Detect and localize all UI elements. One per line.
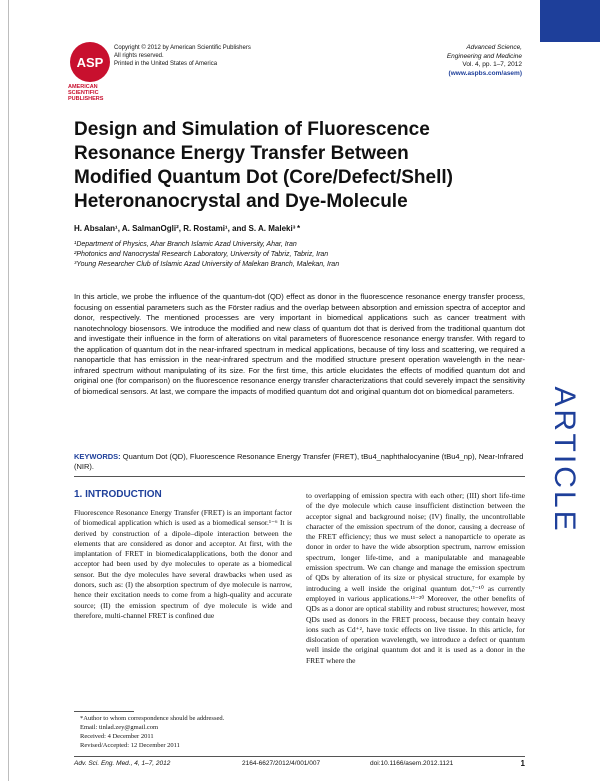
- journal-name-2: Engineering and Medicine: [446, 52, 522, 60]
- keywords-divider: [74, 476, 525, 477]
- footer-doi: doi:10.1166/asem.2012.1121: [370, 760, 454, 767]
- keywords-text: Quantum Dot (QD), Fluorescence Resonance Energy Transfer (FRET), tBu4_naphthalocyanine (tBu4_np), Near-Infrared (NIR).: [74, 452, 524, 471]
- affiliation-1: ¹Department of Physics, Ahar Branch Islamic Azad University, Ahar, Iran: [74, 241, 297, 248]
- copyright-block: [114, 44, 251, 68]
- keywords-label: KEYWORDS:: [74, 452, 121, 461]
- footer-citation: Adv. Sci. Eng. Med., 4, 1–7, 2012: [74, 760, 171, 767]
- top-accent-bar: [540, 0, 600, 42]
- section-heading: 1. INTRODUCTION: [74, 489, 162, 500]
- intro-paragraph-right: to overlapping of emission spectra with each other; (III) short life-time of the dye molecule which cause insufficient distinction between the acceptor signal and background noise; (IV) finally, the uncontrollable character of the emission spectrum of the donor, causing a decrease of the FRET efficiency; thus we must select a nanoparticle to operate as donor in order to have the wide absorption spectrum, narrow emission spectrum, longer life-time, and a manipulatable and manageable emission spectrum. We can change and manage the emission spectrum of QDs by alteration of its size or physical structure, for example by introducing a well inside the original quantum dot,⁷⁻¹⁰ as currently employed in various applications.¹¹⁻²⁰ Moreover, the other benefits of QDs as a donor are optical stability and robust structures; however, most QDs used as donors in the FRET process, because they contain heavy ions such as Cd⁺², have toxic effects on live tissue. In this article, for dislocation of operation wavelength, we introduce a defect or quantum well inside the original quantum dot and it is used as a donor in the FRET where the: [306, 491, 525, 665]
- journal-name-1: Advanced Science,: [466, 44, 522, 51]
- footnote-divider: [74, 711, 134, 712]
- footnote-accepted: Revised/Accepted: 12 December 2011: [80, 742, 180, 749]
- printed-line: Printed in the United States of America: [114, 61, 218, 67]
- affiliation-list: [74, 240, 339, 270]
- footnote-block: [80, 714, 224, 750]
- publisher-logo: [68, 42, 112, 102]
- footnote-author: *Author to whom correspondence should be addressed.: [80, 715, 225, 722]
- journal-info: [447, 44, 522, 78]
- page-edge-line: [8, 0, 9, 781]
- abstract-text: In this article, we probe the influence of the quantum-dot (QD) effect as donor in the fluorescence resonance energy transfer process, focusing on essential parameters such as the Förster radius and the overlap between absorption and emission spectra of acceptor and donor, respectively. The mentioned processes are very important in biomedical applications such as cancer treatment with nanotechnology biosensors. We introduce the modified and new class of quantum dot that is derived from the traditional quantum dot and investigate their influence in the form of alterations on vital parameters of fluorescence resonance energy transfer. With regard to the application of quantum dot in the near-infrared spectrum in medical applications, because of tiny loss and scattering, we required a nanoparticle that has emission in the near-infrared spectrum and the modified structure present operation wavelength in the near-infrared spectrum without manipulating of its size. For the first time, this article elucidates the effects of modified quantum dot and original one (for comparison) on the fluorescence resonance energy transfer characterizations that could severely impact the sensitivity of biomedical sensors. At last, we compare the impacts of modified quantum dot and original quantum dot on biomedical parameters.: [74, 292, 525, 396]
- logo-badge: ASP: [70, 42, 110, 82]
- footnote-received: Received: 4 December 2011: [80, 733, 154, 740]
- intro-paragraph-left: Fluorescence Resonance Energy Transfer (FRET) is an important factor of biomedical application which is used as a biomedical sensor.¹⁻⁶ It is derived by construction of a dipole–dipole interaction between the elements that are considered as donor and acceptor. At first, with the implantation of FRET in biomedicalapplications, both the donor and acceptor had been used by dye molecules to operate as a biomedical sensor. But the dye molecules have several drawbacks when used as donors, such as: (I) the absorption spectrum of dye molecule is narrow, hence their excitation needs to come from a high-quality and accurate source; (II) the emission spectrum of dye molecule is wide and therefore, multi-channel FRET is confined due: [74, 508, 292, 620]
- logo-caption: AMERICAN SCIENTIFIC PUBLISHERS: [68, 84, 104, 102]
- copyright-line: Copyright © 2012 by American Scientific Publishers: [114, 45, 251, 51]
- article-side-label: [528, 312, 600, 612]
- rights-line: All rights reserved.: [114, 53, 164, 59]
- body-column-right: [306, 491, 525, 666]
- footer-issn: 2164-6627/2012/4/001/007: [242, 760, 321, 767]
- article-label-text: ARTICLE: [548, 386, 581, 534]
- footnote-email: Email: tinlad.zey@gmail.com: [80, 724, 159, 731]
- affiliation-3: ³Young Researcher Club of Islamic Azad University of Malekan Branch, Malekan, Iran: [74, 261, 340, 268]
- affiliation-2: ²Photonics and Nanocrystal Research Laboratory, University of Tabriz, Tabriz, Iran: [74, 251, 329, 258]
- footer-divider: [74, 756, 525, 757]
- footer-page-number: 1: [520, 759, 525, 768]
- journal-volume: Vol. 4, pp. 1–7, 2012: [462, 61, 522, 68]
- journal-url-link[interactable]: (www.aspbs.com/asem): [448, 69, 522, 77]
- body-column-left: [74, 508, 292, 621]
- paper-title: Design and Simulation of Fluorescence Resonance Energy Transfer Between Modified Quantum Dot (Core/Defect/Shell) Heteronanocrystal and Dye-Molecule: [74, 119, 453, 212]
- keywords-block: [74, 452, 525, 472]
- author-list: H. Absalan¹, A. SalmanOgli², R. Rostami¹, and S. A. Maleki³ *: [74, 224, 301, 233]
